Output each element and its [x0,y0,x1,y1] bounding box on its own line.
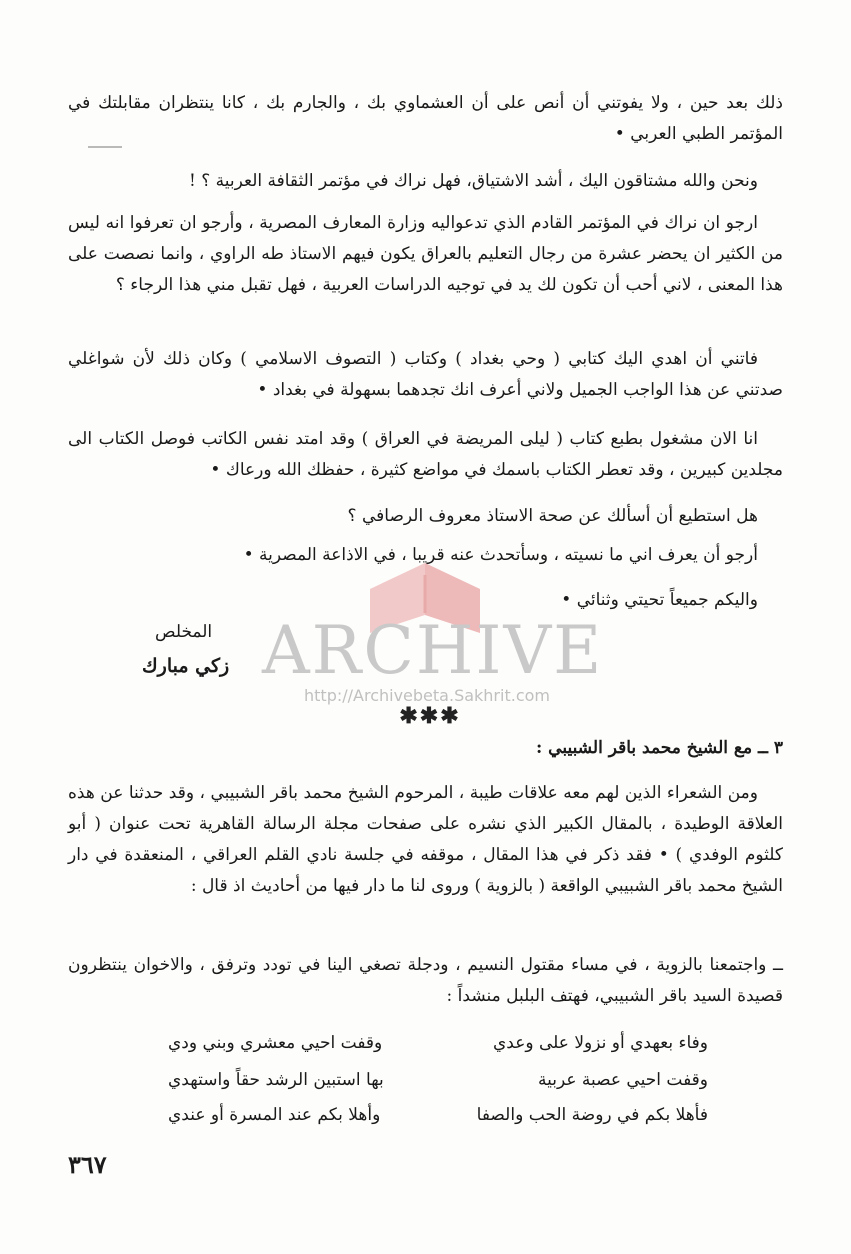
paragraph-5: انا الان مشغول بطبع كتاب ( ليلى المريضة في العراق ) وقد امتد نفس الكاتب فوصل الكتاب الى مجلدين كبيرين ، وقد تعطر الكتاب باسمك في مواضع كثيرة ، حفظك الله ورعاك • [68,429,783,480]
poem-verse-1-first: وفاء بعهدي أو نزولا على وعدي [493,1033,708,1053]
paragraph-6: هل استطيع أن أسألك عن صحة الاستاذ معروف الرصافي ؟ [347,506,758,526]
section-paragraph-1: ومن الشعراء الذين لهم معه علاقات طيبة ، المرحوم الشيخ محمد باقر الشبيبي ، وقد حدثنا عن هذه العلاقة الوطيدة ، بالمقال الكبير الذي نشره على صفحات مجلة الرسالة القاهرية تحت عنوان ( أبو كلثوم الوفدي ) • فقد ذكر في هذا المقال ، موقفه في جلسة نادي القلم العراقي ، المنعقدة في دار الشيخ محمد باقر الشبيبي الواقعة ( بالزوية ) وروى لنا ما دار فيها من أحاديث اذ قال : [68,783,783,896]
poem-verse-2-second: بها استبين الرشد حقاً واستهدي [168,1070,384,1090]
paragraph-7: أرجو أن يعرف اني ما نسيته ، وسأتحدث عنه قريبا ، في الاذاعة المصرية • [243,545,758,565]
paragraph-1: ذلك بعد حين ، ولا يفوتني أن أنص على أن العشماوي بك ، والجارم بك ، كانا ينتظران مقابلتك في المؤتمر الطبي العربي • [68,93,783,144]
watermark-url: http://Archivebeta.Sakhrit.com [304,686,550,705]
paragraph-8: واليكم جميعاً تحيتي وثنائي • [561,590,758,610]
page-number: ٣٦٧ [68,1150,107,1179]
paragraph-2: ونحن والله مشتاقون اليك ، أشد الاشتياق، فهل نراك في مؤتمر الثقافة العربية ؟ ! [188,171,758,191]
author-signature: زكي مبارك [142,655,230,677]
paragraph-4: فاتني أن اهدي اليك كتابي ( وحي بغداد ) وكتاب ( التصوف الاسلامي ) وكان ذلك لأن شواغلي صدتني عن هذا الواجب الجميل ولاني أعرف انك تجدهما بسهولة في بغداد • [68,349,783,400]
paragraph-3: ارجو ان نراك في المؤتمر القادم الذي تدعواليه وزارة المعارف المصرية ، وأرجو ان تعرفوا انه ليس من الكثير ان يحضر عشرة من رجال التعليم بالعراق يكون فيهم الاستاذ طه الراوي ، وانما نصصت على هذا المعنى ، لاني أحب أن تكون لك يد في توجيه الدراسات العربية ، فهل تقبل مني هذا الرجاء ؟ [68,213,783,295]
section-paragraph-2: ــ واجتمعنا بالزوية ، في مساء مقتول النسيم ، ودجلة تصغي الينا في تودد وترفق ، والاخوان ينتظرون قصيدة السيد باقر الشبيبي، فهتف البلبل منشداً : [68,955,783,1006]
poem-verse-1-second: وقفت احيي معشري وبني ودي [168,1033,383,1053]
poem-verse-3-first: فأهلا بكم في روضة الحب والصفا [476,1105,708,1125]
poem-verse-2-first: وقفت احيي عصبة عربية [538,1070,708,1090]
watermark-text: ARCHIVE [262,612,604,689]
section-heading: ٣ ــ مع الشيخ محمد باقر الشبيبي : [535,738,783,758]
section-separator: ✱✱✱ [399,703,461,729]
poem-verse-3-second: وأهلا بكم عند المسرة أو عندي [168,1105,381,1125]
closing-label: المخلص [155,622,213,642]
